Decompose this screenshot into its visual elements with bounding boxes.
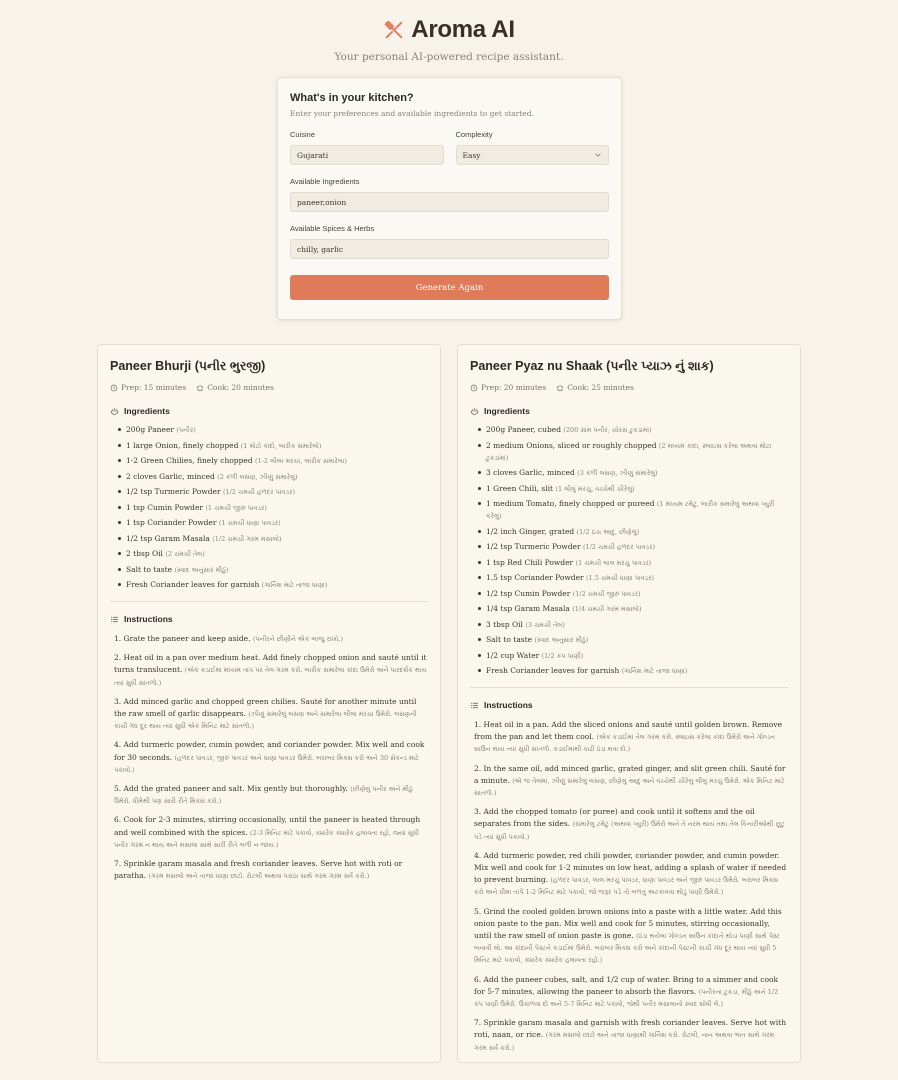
instructions-heading-label: Instructions [124, 614, 173, 624]
instruction-en: 3. Add the chopped tomato (or puree) and cook until it softens and the oil separates from the sides. [474, 807, 755, 829]
chevron-down-icon [594, 151, 602, 159]
ingredient-en: 1 large Onion, finely chopped [126, 440, 239, 450]
instruction-step [474, 763, 788, 800]
ingredient-item [478, 572, 788, 584]
ingredient-en: 1/4 tsp Garam Masala [486, 604, 570, 613]
complexity-label: Complexity [455, 130, 493, 139]
instruction-en: 5. Grind the cooled golden brown onions into a paste with a little water. Add this onion paste to the pan. Mix well and cook for 5 minutes, stirring occasionally, until the raw smell of onion paste is gone. [474, 906, 782, 941]
instruction-gu: (હળદર પાવડર, લાલ મરચું પાવડર, ધાણા પાવડર અને જીરું પાવડર ઉમેરો. બરાબર મિક્સ કરો અને ધીમા તાપે 1-2 મિનિટ માટે પકાવો, જો જરૂર પડે તો બળતું અટકાવવા થોડું પાણી ઉમેરો.) [474, 876, 779, 897]
ingredient-en: 200g Paneer, cubed [486, 425, 561, 434]
instructions-heading [470, 700, 788, 710]
ingredient-en: 200g Paneer [126, 425, 174, 434]
section-divider [110, 601, 428, 602]
instruction-en: 7. Sprinkle garam masala and garnish with fresh coriander leaves. Serve hot with roti, naan, or rice. [474, 1018, 787, 1040]
ingredient-gu: (2 કળી લસણ, ઝીણું સમારેલું) [217, 472, 298, 481]
ingredient-gu: (સ્વાદ અનુસાર મીઠું) [534, 636, 589, 644]
list-icon [110, 615, 119, 624]
form-subtitle: Enter your preferences and available ingredients to get started. [290, 109, 534, 118]
ingredients-label: Available Ingredients [290, 177, 360, 186]
chef-hat-icon [556, 384, 564, 392]
ingredients-list [110, 424, 428, 591]
ingredient-item [118, 440, 428, 452]
instruction-step [474, 719, 788, 756]
instruction-en: 4. Add turmeric powder, red chili powder, coriander powder, and cumin powder. Mix well and cook for 1-2 minutes on low heat, adding a splash of water if needed to prevent burning. [474, 850, 787, 885]
ingredient-gu: (1.5 ચમચી ધાણા પાવડર) [586, 574, 655, 582]
ingredient-en: Salt to taste [486, 635, 533, 644]
ingredient-gu: (1/2 ચમચી જીરું પાવડર) [572, 589, 641, 598]
chef-hat-icon [196, 384, 204, 392]
complexity-group [456, 130, 610, 165]
ingredients-list [470, 424, 788, 677]
ingredient-en: 1/2 tsp Cumin Powder [486, 588, 571, 598]
ingredient-gu: (1/2 કપ પાણી) [541, 651, 584, 660]
ingredient-gu: (3 ચમચી તેલ) [525, 620, 565, 629]
ingredient-gu: (2 ચમચી તેલ) [165, 550, 205, 558]
form-title: What's in your kitchen? [290, 92, 414, 104]
spices-label: Available Spices & Herbs [290, 224, 375, 233]
ingredient-gu: (1 ચમચી ધાણા પાવડર) [218, 519, 281, 527]
generate-again-button[interactable]: Generate Again [290, 275, 609, 300]
instruction-en: 2. Heat oil in a pan over medium heat. Add finely chopped onion and sauté until it turns translucent. [114, 653, 427, 675]
ingredient-item [478, 483, 788, 495]
complexity-select[interactable] [456, 145, 610, 165]
ingredient-en: 1-2 Green Chilies, finely chopped [126, 456, 253, 465]
ingredient-gu: (1-2 લીલા મરચાં, બારીક સમારેલા) [255, 457, 347, 465]
utensils-icon [383, 19, 405, 41]
ingredient-en: 1/2 tsp Turmeric Powder [126, 487, 221, 496]
instructions-list [470, 719, 788, 1054]
instruction-step [114, 696, 428, 733]
cuisine-group [290, 130, 444, 165]
instruction-gu: (એક કડાઈમાં તેલ ગરમ કરો. સ્લાઇસ કરેલા કાંદા ઉમેરો અને ગોલ્ડન બ્રાઉન થાય ત્યાં સુધી સાંતળો. કડાઈમાંથી કાઢી ઠંડા થવા દો.) [474, 733, 775, 754]
ingredient-item [478, 526, 788, 538]
ingredient-gu: (1 લીલું મરચું, વચ્ચેથી ચીરેલું) [555, 484, 635, 493]
recipe-meta [470, 383, 788, 392]
instruction-step [114, 783, 428, 807]
ingredient-en: 3 cloves Garlic, minced [486, 468, 575, 477]
instructions-heading-label: Instructions [484, 700, 533, 710]
ingredient-gu: (1/2 ઇંચ આદુ, છીણેલું) [576, 527, 640, 536]
ingredients-input[interactable]: paneer,onion [290, 192, 609, 212]
ingredient-en: 3 tbsp Oil [486, 619, 523, 629]
ingredient-gu: (ગાર્નિશ માટે તાજા ધાણા) [261, 581, 328, 589]
instruction-en: 4. Add turmeric powder, cumin powder, and coriander powder. Mix well and cook for 30 seconds. [114, 740, 425, 762]
ingredients-heading-label: Ingredients [484, 406, 530, 416]
ingredient-en: 2 cloves Garlic, minced [126, 471, 215, 481]
ingredient-item [118, 471, 428, 483]
instruction-en: 2. In the same oil, add minced garlic, grated ginger, and slit green chili. Sauté for a minute. [474, 763, 786, 785]
recipe-card [457, 344, 801, 1063]
ingredient-en: 2 tbsp Oil [126, 549, 163, 558]
instruction-gu: (2-3 મિનિટ માટે પકાવો, ક્યારેક ક્યારેક હલાવતા રહો, જ્યાં સુધી પનીર ગરમ ન થાય અને મસાલા સાથે સારી રીતે ભળી ન જાય.) [114, 828, 419, 849]
ingredient-item [478, 541, 788, 553]
ingredient-gu: (1/2 ચમચી ગરમ મસાલો) [212, 534, 282, 543]
cook-label: Cook: 25 minutes [567, 383, 634, 392]
instruction-gu: (છીણેલું પનીર અને મીઠું ઉમેરો. ધીમેથી પણ સારી રીતે મિક્સ કરો.) [114, 785, 413, 806]
ingredient-item [478, 498, 788, 522]
instruction-en: 1. Heat oil in a pan. Add the sliced onions and sauté until golden brown. Remove from the pan and let them cool. [474, 720, 783, 742]
instruction-en: 6. Cook for 2-3 minutes, stirring occasionally, until the paneer is heated through and well combined with the spices. [114, 815, 421, 837]
ingredient-item [118, 502, 428, 514]
instruction-step [114, 739, 428, 776]
bowl-icon [470, 407, 479, 416]
ingredient-item [478, 665, 788, 677]
ingredient-en: 1/2 cup Water [486, 650, 540, 660]
spices-input[interactable]: chilly, garlic [290, 239, 609, 259]
ingredient-en: Fresh Coriander leaves for garnish [486, 666, 620, 675]
instruction-step [474, 906, 788, 967]
ingredients-heading-label: Ingredients [124, 406, 170, 416]
ingredient-en: 1 Green Chili, slit [486, 483, 554, 493]
bowl-icon [110, 407, 119, 416]
cuisine-label: Cuisine [290, 130, 316, 139]
instruction-step [474, 850, 788, 899]
section-divider [470, 687, 788, 688]
instructions-heading [110, 614, 428, 624]
list-icon [470, 701, 479, 710]
ingredient-gu: (2 મધ્યમ કાંદા, સ્લાઇસ કરેલા અથવા મોટા ટુકડામાં) [486, 441, 772, 462]
ingredient-en: 1/2 tsp Turmeric Powder [486, 542, 581, 551]
ingredient-item [118, 424, 428, 436]
prep-time [110, 383, 186, 392]
instruction-step [474, 806, 788, 843]
ingredients-group [290, 177, 609, 212]
instruction-gu: (એ જ તેલમાં, ઝીણું સમારેલું લસણ, છીણેલું આદુ અને વચ્ચેથી ચીરેલું લીલું મરચું ઉમેરો. એક મિનિટ માટે સાંતળો.) [474, 776, 785, 798]
ingredients-heading [110, 406, 428, 416]
ingredient-item [118, 533, 428, 545]
instructions-list [110, 633, 428, 882]
ingredient-en: 1 tsp Coriander Powder [126, 518, 217, 527]
instruction-gu: (હળદર પાવડર, જીરું પાવડર અને ધાણા પાવડર ઉમેરો. બરાબર મિક્સ કરો અને 30 સેકન્ડ માટે પકાવો.) [114, 753, 419, 774]
cook-time [556, 383, 634, 392]
instruction-en: 7. Sprinkle garam masala and fresh coriander leaves. Serve hot with roti or paratha. [114, 859, 403, 881]
clock-icon [470, 384, 478, 392]
ingredient-gu: (3 કળી લસણ, ઝીણું સમારેલું) [577, 469, 658, 477]
instruction-step [114, 633, 428, 645]
instruction-gu: (સમારેલું ટમેટું (અથવા પ્યુરી) ઉમેરો અને તે નરમ થાય તથા તેલ કિનારીઓથી છૂટું પડે ત્યાં સુધી પકાવો.) [474, 820, 785, 841]
ingredient-item [118, 517, 428, 529]
instruction-en: 6. Add the paneer cubes, salt, and 1/2 cup of water. Bring to a simmer and cook for 5-7 minutes, allowing the paneer to absorb the flavors. [474, 974, 779, 996]
prep-label: Prep: 20 minutes [481, 383, 547, 392]
instruction-gu: (ઠંડા થયેલા ગોલ્ડન બ્રાઉન કાંદાને થોડા પાણી સાથે પેસ્ટ બનાવી લો. આ કાંદાની પેસ્ટને કડાઈમાં ઉમેરો. બરાબર મિક્સ કરો અને કાંદાની પેસ્ટની કાચી ગંધ દૂર થાય ત્યાં સુધી 5 મિનિટ માટે પકાવો, ક્યારેક ક્યારેક હલાવતા રહો.) [474, 932, 781, 965]
instruction-gu: (ગરમ મસાલો છાંટો અને તાજા ધાણાથી ગાર્નિશ કરો. રોટલી, નાન અથવા ભાત સાથે ગરમ ગરમ સર્વ કરો.) [474, 1031, 775, 1052]
ingredient-en: 1 medium Tomato, finely chopped or pureed [486, 499, 655, 508]
ingredient-gu: (પનીર) [176, 426, 196, 434]
ingredient-item [478, 557, 788, 569]
ingredient-gu: (1 મોટો કાંદો, બારીક સમારેલો) [240, 441, 322, 450]
ingredient-en: 1.5 tsp Coriander Powder [486, 573, 584, 582]
ingredient-gu: (1 ચમચી લાલ મરચું પાવડર) [575, 558, 652, 567]
recipe-card [97, 344, 441, 1063]
ingredient-gu: (1/2 ચમચી હળદર પાવડર) [222, 488, 295, 496]
instruction-gu: (ગરમ મસાલો અને તાજા ધાણા છાંટો. રોટલી અથવા પરાઠા સાથે ગરમ ગરમ સર્વ કરો.) [148, 872, 370, 881]
recipe-title: Paneer Pyaz nu Shaak (પનીર પ્યાઝ નું શાક) [470, 359, 714, 373]
ingredient-gu: (1 ચમચી જીરું પાવડર) [205, 503, 267, 512]
app-title: Aroma AI [411, 16, 515, 43]
ingredient-gu: (200 ગ્રામ પનીર, ચોરસ ટુકડામાં) [563, 426, 652, 434]
prep-label: Prep: 15 minutes [121, 383, 187, 392]
ingredient-en: 1 tsp Cumin Powder [126, 502, 203, 512]
ingredient-item [478, 634, 788, 646]
ingredient-gu: (સ્વાદ અનુસાર મીઠું) [174, 565, 229, 574]
ingredient-item [118, 486, 428, 498]
ingredient-item [478, 619, 788, 631]
instruction-gu: (પનીરને છીણીને એક બાજુ રાખો.) [252, 635, 343, 643]
app-header [0, 0, 898, 63]
prep-time [470, 383, 546, 392]
kitchen-form [277, 77, 622, 320]
app-tagline: Your personal AI-powered recipe assistant. [334, 51, 564, 63]
ingredient-gu: (1/4 ચમચી ગરમ મસાલો) [572, 605, 642, 613]
ingredient-item [118, 579, 428, 591]
instruction-en: 3. Add minced garlic and chopped green chilies. Sauté for another minute until the raw smell of garlic disappears. [114, 696, 417, 719]
ingredient-item [478, 467, 788, 479]
instruction-gu: (ઝીણું સમારેલું લસણ અને સમારેલા લીલા મરચાં ઉમેરો. લસણની કાચી ગંધ દૂર થાય ત્યાં સુધી એક મિનિટ માટે સાંતળો.) [114, 710, 417, 731]
ingredients-heading [470, 406, 788, 416]
ingredient-item [118, 564, 428, 576]
ingredient-en: 1 tsp Red Chili Powder [486, 557, 574, 567]
instruction-gu: (એક કડાઈમાં મધ્યમ તાપ પર તેલ ગરમ કરો. બારીક સમારેલા કાંદા ઉમેરો અને પારદર્શક થાય ત્યાં સુધી સાંતળો.) [114, 666, 427, 687]
instruction-step [474, 974, 788, 1011]
ingredient-en: 2 medium Onions, sliced or roughly chopped [486, 440, 657, 450]
instruction-en: 5. Add the grated paneer and salt. Mix gently but thoroughly. [114, 784, 348, 794]
instruction-step [474, 1017, 788, 1054]
ingredient-item [478, 603, 788, 615]
instruction-step [114, 814, 428, 851]
ingredient-gu: (1 મધ્યમ ટમેટું, બારીક સમારેલું અથવા પ્યુરી કરેલું) [486, 500, 775, 520]
cuisine-input[interactable]: Gujarati [290, 145, 444, 165]
ingredient-item [118, 455, 428, 467]
cook-label: Cook: 20 minutes [207, 383, 274, 392]
recipe-meta [110, 383, 428, 392]
ingredient-item [478, 588, 788, 600]
ingredient-item [478, 650, 788, 662]
spices-group [290, 224, 609, 259]
ingredient-item [118, 548, 428, 560]
instruction-step [114, 858, 428, 882]
instruction-en: 1. Grate the paneer and keep aside. [114, 634, 251, 643]
ingredient-en: Salt to taste [126, 564, 173, 574]
recipe-title: Paneer Bhurji (પનીર ભુરજી) [110, 359, 266, 373]
ingredient-gu: (1/2 ચમચી હળદર પાવડર) [582, 543, 655, 551]
complexity-value: Easy [462, 150, 481, 160]
ingredient-en: 1/2 tsp Garam Masala [126, 533, 210, 543]
instruction-gu: (પનીરના ટુકડા, મીઠું અને 1/2 કપ પાણી ઉમેરો. ઉકાળવા દો અને 5-7 મિનિટ માટે પકાવો, જેથી પનીર મસાલાનો સ્વાદ શોષી લે.) [474, 987, 779, 1009]
ingredient-item [478, 440, 788, 464]
ingredient-en: 1/2 inch Ginger, grated [486, 526, 575, 536]
brand [383, 16, 514, 44]
instruction-step [114, 652, 428, 689]
ingredient-en: Fresh Coriander leaves for garnish [126, 580, 260, 589]
clock-icon [110, 384, 118, 392]
ingredient-item [478, 424, 788, 436]
ingredient-gu: (ગાર્નિશ માટે તાજા ધાણા) [621, 667, 688, 675]
cook-time [196, 383, 274, 392]
